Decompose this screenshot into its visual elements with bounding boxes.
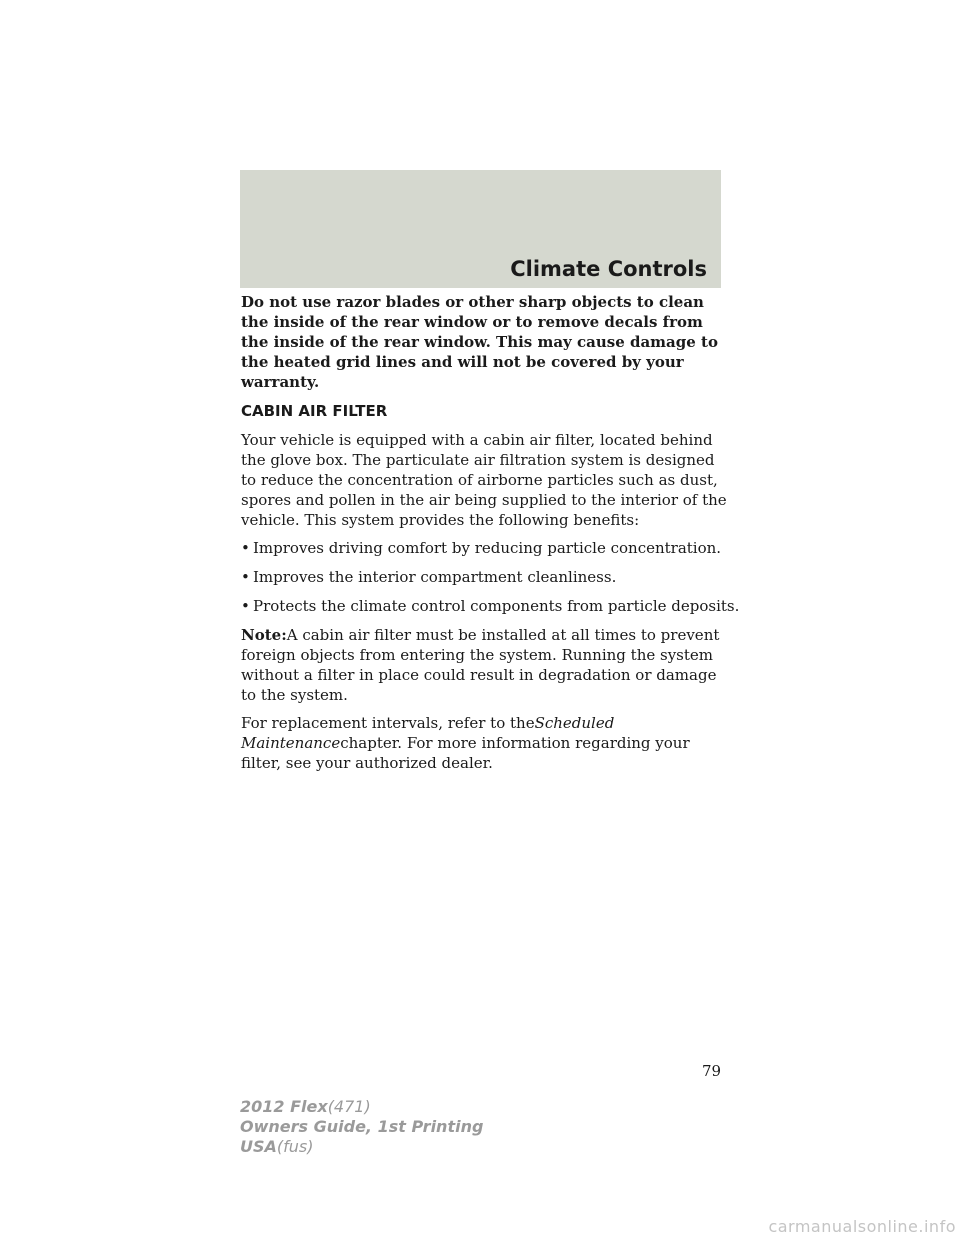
page-number: 79 <box>702 1062 722 1080</box>
chapter-title: Climate Controls <box>510 257 707 281</box>
page-content <box>241 292 740 781</box>
benefit-text: Improves the interior compartment cleanliness. <box>253 568 617 586</box>
footer-line-market <box>240 1137 483 1157</box>
note-paragraph <box>241 625 731 705</box>
replacement-prefix: For replacement intervals, refer to the <box>241 714 535 732</box>
replacement-paragraph <box>241 713 731 773</box>
note-label: Note: <box>241 626 287 644</box>
footer-market: USA <box>240 1137 277 1156</box>
note-text: A cabin air filter must be installed at all times to prevent foreign objects from entering the system. Running the system without a filter in place could result in degradation or damage to the system. <box>241 626 720 704</box>
cabin-air-filter-heading: CABIN AIR FILTER <box>241 402 388 420</box>
bullet-icon: • <box>241 539 250 557</box>
document-footer <box>240 1097 483 1157</box>
bullet-icon: • <box>241 597 250 615</box>
cabin-filter-intro: Your vehicle is equipped with a cabin air filter, located behind the glove box. The particulate air filtration system is designed to reduce the concentration of airborne particles such as dust, spores and pollen in the air being supplied to the interior of the vehicle. This system provides the following benefits: <box>241 431 727 529</box>
footer-model-code: (471) <box>327 1097 371 1116</box>
footer-model: 2012 Flex <box>240 1097 328 1116</box>
benefit-text: Protects the climate control components from particle deposits. <box>253 597 740 615</box>
benefit-text: Improves driving comfort by reducing particle concentration. <box>253 539 722 557</box>
footer-market-code: (fus) <box>276 1137 314 1156</box>
benefit-item <box>241 538 731 558</box>
bullet-icon: • <box>241 568 250 586</box>
site-watermark: carmanualsonline.info <box>768 1217 956 1236</box>
chapter-header-band <box>240 170 721 288</box>
footer-printing: Owners Guide, 1st Printing <box>240 1117 484 1136</box>
benefit-item <box>241 596 740 616</box>
warning-text: Do not use razor blades or other sharp objects to clean the inside of the rear window or to remove decals from the inside of the rear window. This may cause damage to the heated grid lines and will not be covered by your warranty. <box>241 293 718 391</box>
footer-line-model <box>240 1097 483 1117</box>
dealer-text: For more information regarding your filter, see your authorized dealer. <box>241 734 690 772</box>
replacement-suffix: chapter. <box>340 734 403 752</box>
benefit-item <box>241 567 731 587</box>
scheduled-maintenance-reference: Scheduled Maintenance <box>241 714 615 752</box>
